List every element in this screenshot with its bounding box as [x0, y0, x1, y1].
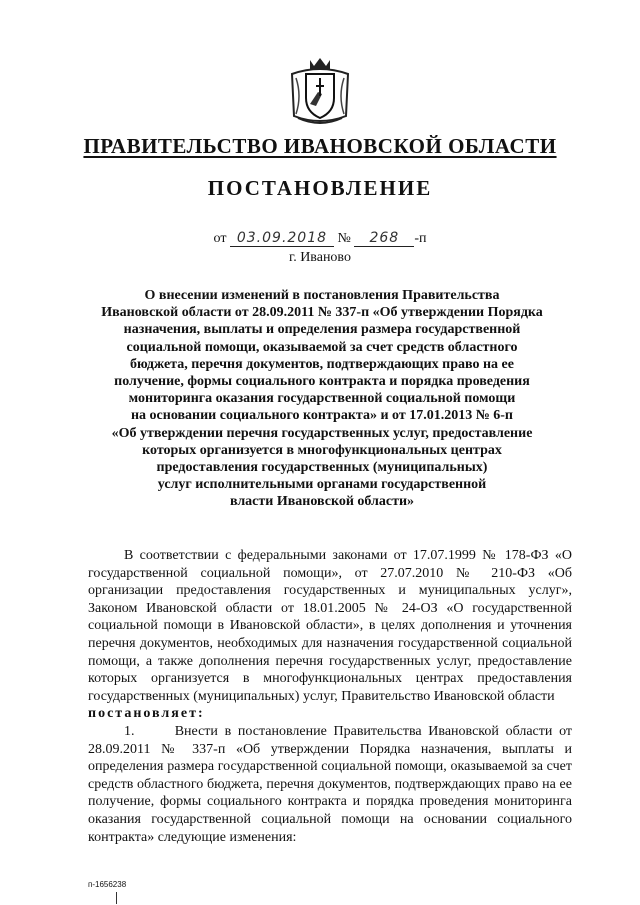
- resolves-word: постановляет:: [88, 706, 205, 722]
- subject-line: услуг исполнительными органами государственной: [157, 477, 487, 493]
- subject-line: социальной помощи, оказываемой за счет средств областного: [126, 339, 518, 355]
- document-type: ПОСТАНОВЛЕНИЕ: [207, 176, 433, 200]
- document-code: п-1656238: [88, 880, 127, 889]
- subject-line: которых организуется в многофункциональных центрах: [142, 442, 502, 458]
- subject-line: мониторинга оказания государственной социальной помощи: [128, 391, 516, 407]
- subject-line: О внесении изменений в постановления Правительства: [144, 288, 500, 303]
- subject-line: бюджета, перечня документов, подтверждающих право на ее: [130, 356, 514, 372]
- subject-line: на основании социального контракта» и от 17.01.2013 № 6-п: [130, 408, 513, 424]
- preamble-text: В соответствии с федеральными законами от 17.07.1999 № 178-ФЗ «О государственной социальной помощи», от 27.07.2010 № 210-ФЗ «Об организации предоставления государственных и муниципальных услуг», Законом Ивановской области от 18.01.2005 № 24-ОЗ «О государственной социальной помощи в Ивановской области», в целях дополнения и уточнения перечня документов, необходимых для назначения государственной социальной помощи, а также дополнения перечня государственных услуг, предоставление которых организуется в многофункциональных центрах предоставления государственных (муниципальных) услуг, Правительство Ивановской области: [88, 548, 572, 704]
- preamble-paragraph: [88, 547, 572, 705]
- subject-line: получение, формы социального контракта и порядка проведения: [114, 374, 530, 390]
- government-title: ПРАВИТЕЛЬСТВО ИВАНОВСКОЙ ОБЛАСТИ: [83, 134, 557, 158]
- date-number-line: [0, 230, 640, 247]
- number-suffix: -п: [414, 231, 427, 246]
- subject-line: Ивановской области от 28.09.2011 № 337-п «Об утверждении Порядка: [101, 305, 543, 321]
- subject-line: назначения, выплаты и определения размера государственной: [123, 322, 521, 338]
- document-body: [88, 547, 572, 846]
- subject-line: власти Ивановской области»: [229, 494, 415, 510]
- coat-of-arms-icon: [288, 56, 352, 128]
- date-prefix: от: [213, 231, 227, 246]
- subject-line: «Об утверждении перечня государственных услуг, предоставление: [111, 425, 533, 441]
- city: г. Иваново: [289, 250, 351, 265]
- resolution-subject: [92, 287, 552, 511]
- handwritten-date: 03.09.2018: [230, 230, 334, 247]
- item-1-number: 1.: [124, 723, 135, 739]
- item-1-paragraph: [88, 723, 572, 846]
- resolves-line: [88, 705, 572, 723]
- handwritten-number: 268: [354, 230, 414, 247]
- subject-line: предоставления государственных (муниципальных): [156, 460, 488, 476]
- margin-mark: [116, 892, 117, 904]
- number-sign: №: [337, 231, 351, 246]
- item-1-text: Внести в постановление Правительства Ивановской области от 28.09.2011 № 337-п «Об утверждении Порядка назначения, выплаты и определения размера государственной социальной помощи, оказываемой за счет средств областного бюджета, перечня документов, подтверждающих право на ее получение, формы социального контракта и порядка проведения мониторинга оказания государственной социальной помощи на основании социального контракта» следующие изменения:: [88, 723, 573, 845]
